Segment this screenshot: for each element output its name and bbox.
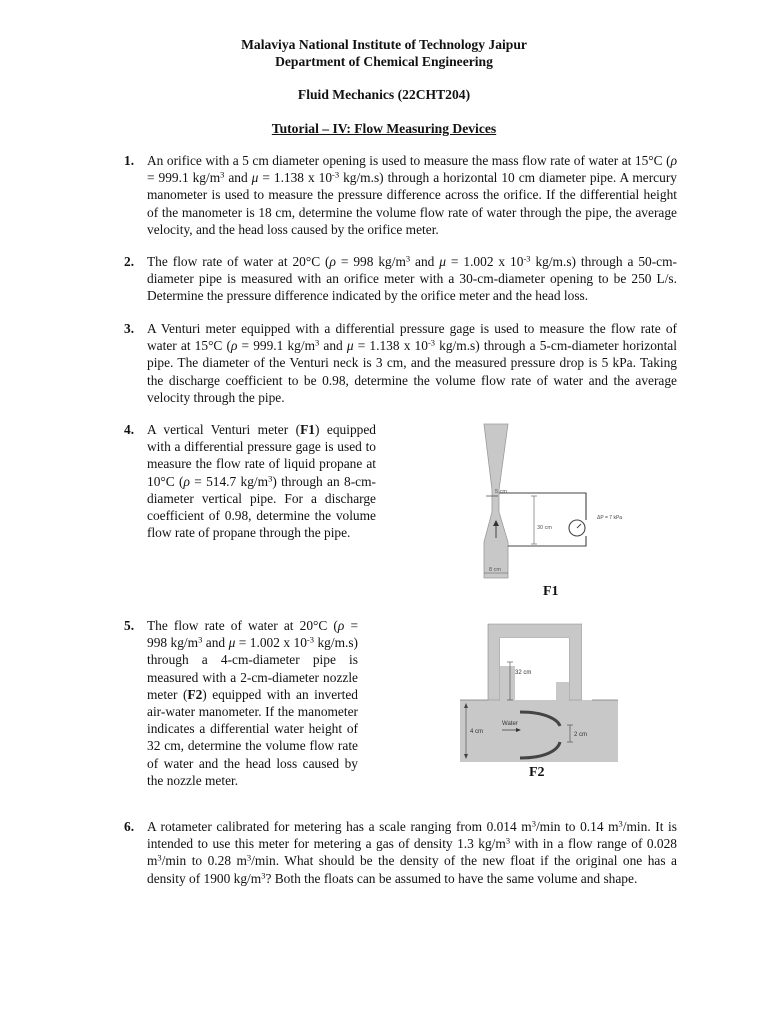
- figure-f2-caption: F2: [529, 765, 545, 780]
- question-5-number: 5.: [124, 618, 135, 633]
- f2-label-nozzle: 2 cm: [574, 732, 588, 738]
- f1-label-pipe: 8 cm: [489, 567, 501, 573]
- question-3-text: A Venturi meter equipped with a differential pressure gage is used to measure the flow rate of water at 15°C (ρ = 999.1 $kg/m^3$ and μ = 1.138 x $10^{-3}$ kg/m.s) through a 5-cm-diameter horizontal pipe. The diameter of the Venturi neck is 3 cm, and the measured pressure drop is 5 kPa. Taking the discharge coefficient to be 0.98, determine the volume flow rate of water and the average velocity through the pipe.: [147, 321, 677, 405]
- question-5-text: The flow rate of water at 20°C (ρ = 998 $kg/m^3$ and μ = 1.002 x $10^{-3}$ kg/m.s) through a 4-cm-diameter pipe is measured with a 2-cm-diameter nozzle meter (F2) equipped with an inverted air-water manometer. If the manometer indicates a differential water height of 32 cm, determine the volume flow rate of water and the head loss caused by the nozzle meter.: [147, 618, 358, 788]
- f2-label-pipe: 4 cm: [470, 729, 484, 735]
- question-6-text: A rotameter calibrated for metering has a scale ranging from 0.014 $m^3/\min$ to 0.14 $m^3/\min$. It is intended to use this meter for metering a gas of density 1.3 $kg/m^3$ with in a flow range of 0.028 $m^3/\min$ to 0.28 $m^3/\min$. What should be the density of the new float if the original one has a density of 1900 $kg/m^3$? Both the floats can be assumed to have the same volume and shape.: [147, 818, 677, 886]
- question-1-text: An orifice with a 5 cm diameter opening is used to measure the mass flow rate of water at 15°C (ρ = 999.1 $kg/m^3$ and μ = 1.138 x $10^{-3}$ kg/m.s) through a horizontal 10 cm diameter pipe. A mercury manometer is used to measure the pressure difference across the orifice. If the differential height of the manometer is 18 cm, determine the volume flow rate of water through the pipe, the average velocity, and the head loss caused by the orifice meter.: [147, 153, 677, 237]
- question-2-number: 2.: [124, 254, 135, 269]
- f1-label-height: 30 cm: [537, 525, 552, 531]
- f1-label-dp: ΔP = 7 kPa: [597, 515, 623, 521]
- question-6-number: 6.: [124, 819, 135, 834]
- figure-f1-caption: F1: [543, 584, 559, 599]
- f2-label-height: 32 cm: [515, 670, 532, 676]
- figure-f2-nozzle-diagram: [460, 622, 618, 762]
- course-title: Fluid Mechanics (22CHT204): [297, 87, 471, 102]
- figure-f1-venturi-diagram: [476, 420, 636, 582]
- question-4-text: A vertical Venturi meter (F1) equipped with a differential pressure gage is used to measure the flow rate of liquid propane at 10°C (ρ = 514.7 $kg/m^3$) through an 8-cm-diameter vertical pipe. For a discharge coefficient of 0.98, determine the volume flow rate of propane through the pipe.: [147, 422, 377, 541]
- f1-label-throat: 5 cm: [495, 489, 507, 495]
- question-2-text: The flow rate of water at 20°C (ρ = 998 $kg/m^3$ and μ = 1.002 x $10^{-3}$ kg/m.s) through a 50-cm-diameter pipe is measured with an orifice meter with a 30-cm-diameter opening to be 250 L/s. Determine the pressure difference indicated by the orifice meter and the head loss.: [147, 253, 677, 304]
- question-1-number: 1.: [124, 153, 135, 168]
- tutorial-title: Tutorial – IV: Flow Measuring Devices: [271, 121, 497, 136]
- question-4-number: 4.: [124, 422, 135, 437]
- question-3-number: 3.: [124, 321, 135, 336]
- department-name: Department of Chemical Engineering: [275, 54, 493, 69]
- institute-name: Malaviya National Institute of Technology Jaipur: [241, 37, 527, 52]
- f2-label-flow: Water: [502, 721, 518, 727]
